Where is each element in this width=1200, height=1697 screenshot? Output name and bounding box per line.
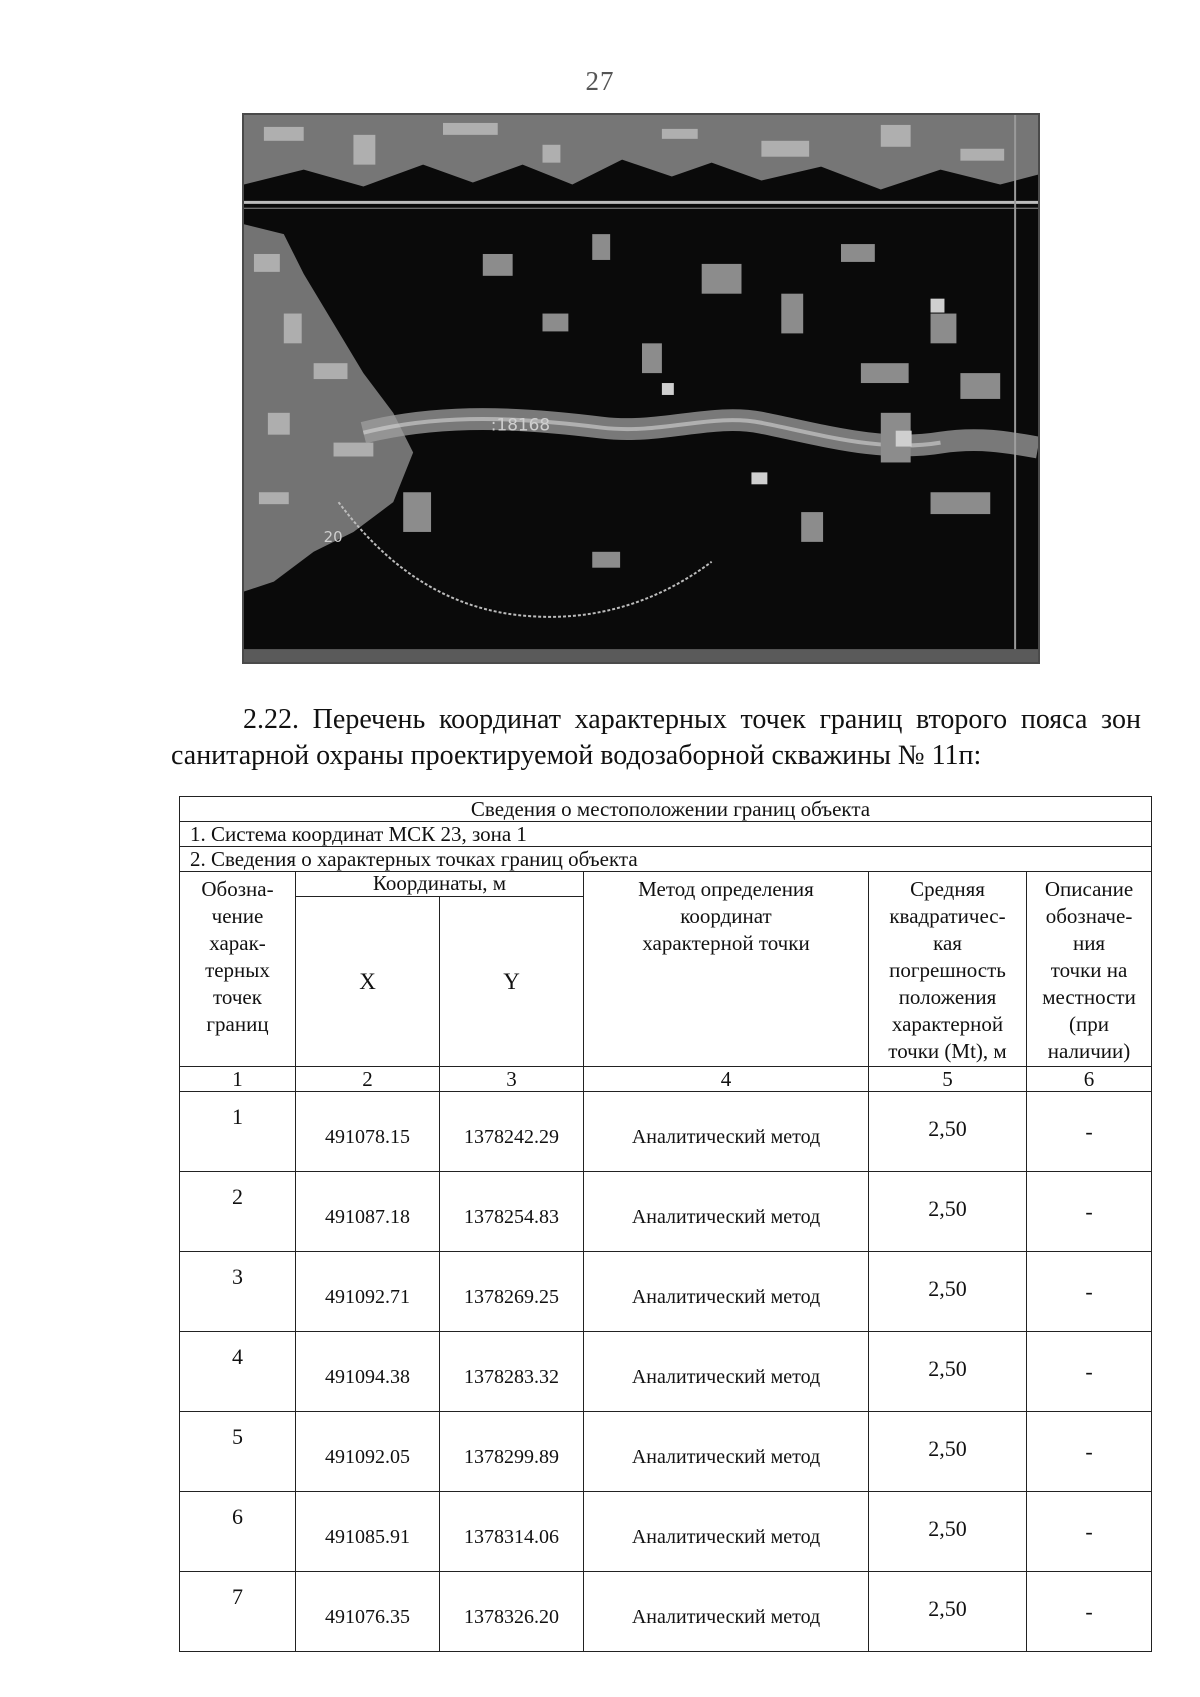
- table-row: [180, 1572, 1152, 1652]
- section-heading: [171, 702, 1141, 774]
- description-value: -: [1027, 1092, 1152, 1172]
- header-description-line: местности: [1042, 985, 1136, 1009]
- header-method-line: координат: [680, 904, 772, 928]
- method-value: Аналитический метод: [584, 1252, 869, 1332]
- map-graphic: [244, 115, 1038, 662]
- header-designation-line: точек: [213, 985, 262, 1009]
- method-value: Аналитический метод: [584, 1492, 869, 1572]
- heading-line-2: санитарной охраны проектируемой водозаборной скважины № 11п:: [171, 740, 982, 771]
- header-error-line: квадратичес-: [889, 904, 1006, 928]
- header-error-line: характерной: [891, 1012, 1004, 1036]
- coordinates-table: [179, 796, 1152, 1652]
- satellite-map-image: [242, 113, 1040, 664]
- map-parcel-label: :18168: [490, 414, 551, 435]
- column-number: 2: [296, 1067, 440, 1092]
- header-error-line: Средняя: [910, 877, 985, 901]
- point-number: 2: [180, 1172, 296, 1252]
- description-value: -: [1027, 1572, 1152, 1652]
- method-value: Аналитический метод: [584, 1412, 869, 1492]
- header-method-line: Метод определения: [638, 877, 814, 901]
- point-number: 6: [180, 1492, 296, 1572]
- map-point-label: 20: [323, 527, 343, 546]
- header-description-line: наличии): [1047, 1039, 1131, 1063]
- header-description: [1027, 872, 1152, 1067]
- point-number: 3: [180, 1252, 296, 1332]
- y-value: 1378242.29: [440, 1092, 584, 1172]
- column-number: 5: [869, 1067, 1027, 1092]
- x-value: 491085.91: [296, 1492, 440, 1572]
- header-designation-line: границ: [206, 1012, 269, 1036]
- header-error-line: точки (Mt), м: [888, 1039, 1007, 1063]
- header-designation: [180, 872, 296, 1067]
- header-designation-line: терных: [205, 958, 270, 982]
- header-y: Y: [440, 897, 584, 1067]
- description-value: -: [1027, 1412, 1152, 1492]
- error-value: 2,50: [869, 1172, 1027, 1252]
- header-description-line: (при: [1069, 1012, 1110, 1036]
- column-number: 1: [180, 1067, 296, 1092]
- header-description-line: ния: [1072, 931, 1106, 955]
- point-number: 4: [180, 1332, 296, 1412]
- coordinate-system: 1. Система координат МСК 23, зона 1: [180, 822, 1152, 847]
- header-error-line: кая: [933, 931, 962, 955]
- heading-word: зон: [1101, 704, 1141, 735]
- header-designation-line: харак-: [209, 931, 266, 955]
- description-value: -: [1027, 1252, 1152, 1332]
- method-value: Аналитический метод: [584, 1332, 869, 1412]
- point-number: 1: [180, 1092, 296, 1172]
- x-value: 491076.35: [296, 1572, 440, 1652]
- description-value: -: [1027, 1332, 1152, 1412]
- heading-word: Перечень: [312, 704, 426, 735]
- header-description-line: обозначе-: [1045, 904, 1133, 928]
- header-error-line: положения: [898, 985, 997, 1009]
- description-value: -: [1027, 1172, 1152, 1252]
- y-value: 1378299.89: [440, 1412, 584, 1492]
- error-value: 2,50: [869, 1412, 1027, 1492]
- column-number: 6: [1027, 1067, 1152, 1092]
- column-number: 4: [584, 1067, 869, 1092]
- heading-line-1: [171, 702, 1141, 738]
- table-row: [180, 1332, 1152, 1412]
- heading-word: координат: [439, 704, 561, 735]
- y-value: 1378283.32: [440, 1332, 584, 1412]
- heading-word: пояса: [1020, 704, 1088, 735]
- method-value: Аналитический метод: [584, 1092, 869, 1172]
- page-number: 27: [585, 66, 615, 96]
- header-coordinates: Координаты, м: [296, 872, 584, 897]
- error-value: 2,50: [869, 1092, 1027, 1172]
- heading-word: границ: [819, 704, 903, 735]
- y-value: 1378326.20: [440, 1572, 584, 1652]
- points-info-heading: 2. Сведения о характерных точках границ объекта: [180, 847, 1152, 872]
- table-row: [180, 1172, 1152, 1252]
- method-value: Аналитический метод: [584, 1172, 869, 1252]
- x-value: 491078.15: [296, 1092, 440, 1172]
- table-row: [180, 1492, 1152, 1572]
- heading-word: второго: [915, 704, 1008, 735]
- table-row: [180, 1252, 1152, 1332]
- x-value: 491094.38: [296, 1332, 440, 1412]
- header-method-line: характерной точки: [642, 931, 810, 955]
- header-description-line: точки на: [1050, 958, 1128, 982]
- header-designation-line: Обозна-: [201, 877, 274, 901]
- header-error: [869, 872, 1027, 1067]
- y-value: 1378269.25: [440, 1252, 584, 1332]
- table-title: Сведения о местоположении границ объекта: [180, 797, 1152, 822]
- method-value: Аналитический метод: [584, 1572, 869, 1652]
- table-row: [180, 1092, 1152, 1172]
- error-value: 2,50: [869, 1492, 1027, 1572]
- column-number-row: [180, 1067, 1152, 1092]
- x-value: 491092.71: [296, 1252, 440, 1332]
- header-x: X: [296, 897, 440, 1067]
- column-number: 3: [440, 1067, 584, 1092]
- point-number: 5: [180, 1412, 296, 1492]
- header-designation-line: чение: [211, 904, 264, 928]
- y-value: 1378314.06: [440, 1492, 584, 1572]
- header-method: [584, 872, 869, 1067]
- x-value: 491092.05: [296, 1412, 440, 1492]
- heading-word: характерных: [574, 704, 727, 735]
- heading-word: точек: [740, 704, 806, 735]
- point-number: 7: [180, 1572, 296, 1652]
- x-value: 491087.18: [296, 1172, 440, 1252]
- description-value: -: [1027, 1492, 1152, 1572]
- header-error-line: погрешность: [889, 958, 1006, 982]
- heading-word: 2.22.: [243, 704, 299, 735]
- error-value: 2,50: [869, 1252, 1027, 1332]
- error-value: 2,50: [869, 1572, 1027, 1652]
- error-value: 2,50: [869, 1332, 1027, 1412]
- y-value: 1378254.83: [440, 1172, 584, 1252]
- table-row: [180, 1412, 1152, 1492]
- header-description-line: Описание: [1044, 877, 1134, 901]
